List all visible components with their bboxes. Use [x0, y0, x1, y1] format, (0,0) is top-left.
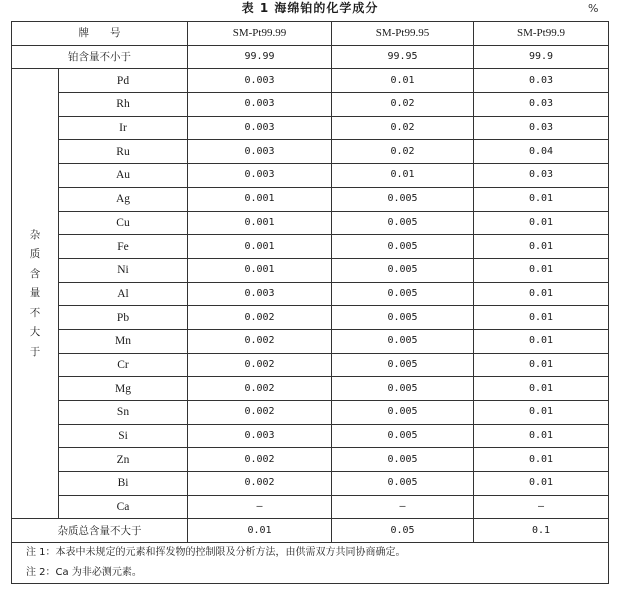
- impurity-value: 0.01: [474, 211, 609, 235]
- impurity-value: 0.001: [188, 235, 332, 259]
- impurity-value: 0.003: [188, 69, 332, 93]
- impurity-row: [12, 377, 609, 401]
- impurity-value: 0.005: [332, 401, 474, 425]
- impurity-value: 0.03: [474, 116, 609, 140]
- header-row: [12, 22, 609, 46]
- impurity-row: [12, 164, 609, 188]
- impurity-value: 0.02: [332, 116, 474, 140]
- impurity-value: 0.01: [474, 235, 609, 259]
- impurity-value: 0.003: [188, 116, 332, 140]
- impurity-value: —: [188, 495, 332, 519]
- impurity-value: 0.001: [188, 211, 332, 235]
- impurity-row: [12, 448, 609, 472]
- impurity-value: 0.04: [474, 140, 609, 164]
- impurity-value: 0.003: [188, 282, 332, 306]
- impurity-value: 0.02: [332, 93, 474, 117]
- impurity-value: 0.005: [332, 329, 474, 353]
- impurity-row: [12, 187, 609, 211]
- impurity-value: 0.01: [474, 282, 609, 306]
- element-name: Mn: [59, 329, 188, 353]
- grade-header: SM-Pt99.9: [474, 22, 609, 46]
- impurity-value: 0.002: [188, 448, 332, 472]
- impurity-row: [12, 69, 609, 93]
- impurity-value: 0.005: [332, 306, 474, 330]
- element-name: Al: [59, 282, 188, 306]
- impurity-value: 0.001: [188, 258, 332, 282]
- element-name: Mg: [59, 377, 188, 401]
- element-name: Sn: [59, 401, 188, 425]
- element-name: Ir: [59, 116, 188, 140]
- impurity-value: 0.01: [474, 472, 609, 496]
- impurity-row: [12, 211, 609, 235]
- impurity-value: 0.01: [332, 69, 474, 93]
- element-name: Pb: [59, 306, 188, 330]
- impurity-row: [12, 353, 609, 377]
- element-name: Rh: [59, 93, 188, 117]
- impurity-group-label-cell: [12, 69, 59, 519]
- impurity-row: [12, 401, 609, 425]
- total-impurity-value: 0.01: [188, 519, 332, 543]
- impurity-value: 0.005: [332, 377, 474, 401]
- impurity-row: [12, 472, 609, 496]
- impurity-row: [12, 282, 609, 306]
- pt-content-value: 99.99: [188, 45, 332, 69]
- element-name: Ni: [59, 258, 188, 282]
- impurity-value: 0.001: [188, 187, 332, 211]
- impurity-value: 0.03: [474, 69, 609, 93]
- element-name: Au: [59, 164, 188, 188]
- note-text: 注 1：本表中未规定的元素和挥发物的控制限及分析方法，由供需双方共同协商确定。: [12, 543, 609, 564]
- element-name: Ca: [59, 495, 188, 519]
- impurity-value: 0.005: [332, 424, 474, 448]
- impurity-value: 0.005: [332, 211, 474, 235]
- note-row: [12, 563, 609, 584]
- total-impurity-row: [12, 519, 609, 543]
- impurity-value: 0.002: [188, 329, 332, 353]
- impurity-value: 0.01: [474, 306, 609, 330]
- impurity-value: —: [474, 495, 609, 519]
- element-name: Si: [59, 424, 188, 448]
- element-name: Ru: [59, 140, 188, 164]
- total-impurity-value: 0.05: [332, 519, 474, 543]
- impurity-value: 0.01: [474, 353, 609, 377]
- element-name: Zn: [59, 448, 188, 472]
- impurity-value: 0.005: [332, 448, 474, 472]
- impurity-value: 0.01: [474, 424, 609, 448]
- impurity-row: [12, 93, 609, 117]
- impurity-row: [12, 329, 609, 353]
- element-name: Cr: [59, 353, 188, 377]
- impurity-row: [12, 116, 609, 140]
- impurity-value: 0.005: [332, 258, 474, 282]
- grade-header: SM-Pt99.99: [188, 22, 332, 46]
- impurity-value: 0.02: [332, 140, 474, 164]
- impurity-value: 0.005: [332, 235, 474, 259]
- impurity-row: [12, 495, 609, 519]
- impurity-value: 0.005: [332, 187, 474, 211]
- impurity-value: —: [332, 495, 474, 519]
- impurity-row: [12, 424, 609, 448]
- impurity-group-label: 杂质含量不大于: [29, 228, 41, 358]
- impurity-value: 0.005: [332, 353, 474, 377]
- impurity-row: [12, 235, 609, 259]
- impurity-row: [12, 306, 609, 330]
- element-name: Pd: [59, 69, 188, 93]
- note-text: 注 2：Ca 为非必测元素。: [12, 563, 609, 584]
- element-name: Ag: [59, 187, 188, 211]
- total-impurity-label: 杂质总含量不大于: [12, 519, 188, 543]
- impurity-value: 0.03: [474, 93, 609, 117]
- impurity-value: 0.003: [188, 140, 332, 164]
- pt-content-label: 铂含量不小于: [12, 45, 188, 69]
- impurity-value: 0.002: [188, 353, 332, 377]
- impurity-value: 0.002: [188, 306, 332, 330]
- pt-content-value: 99.9: [474, 45, 609, 69]
- element-name: Cu: [59, 211, 188, 235]
- chemical-composition-table: [11, 21, 609, 584]
- impurity-value: 0.005: [332, 472, 474, 496]
- unit-label: %: [588, 2, 599, 15]
- impurity-value: 0.01: [474, 401, 609, 425]
- impurity-value: 0.01: [332, 164, 474, 188]
- impurity-value: 0.002: [188, 401, 332, 425]
- pt-content-row: [12, 45, 609, 69]
- impurity-row: [12, 258, 609, 282]
- impurity-value: 0.002: [188, 377, 332, 401]
- impurity-value: 0.01: [474, 448, 609, 472]
- grade-header-label: 牌 号: [12, 22, 188, 46]
- element-name: Bi: [59, 472, 188, 496]
- pt-content-value: 99.95: [332, 45, 474, 69]
- impurity-value: 0.003: [188, 93, 332, 117]
- impurity-value: 0.005: [332, 282, 474, 306]
- impurity-value: 0.03: [474, 164, 609, 188]
- impurity-value: 0.01: [474, 258, 609, 282]
- total-impurity-value: 0.1: [474, 519, 609, 543]
- element-name: Fe: [59, 235, 188, 259]
- impurity-value: 0.003: [188, 164, 332, 188]
- note-row: [12, 543, 609, 564]
- grade-header: SM-Pt99.95: [332, 22, 474, 46]
- impurity-value: 0.002: [188, 472, 332, 496]
- table-title: 表 1 海绵铂的化学成分: [241, 1, 379, 15]
- impurity-value: 0.01: [474, 377, 609, 401]
- impurity-value: 0.01: [474, 187, 609, 211]
- impurity-value: 0.003: [188, 424, 332, 448]
- impurity-row: [12, 140, 609, 164]
- impurity-value: 0.01: [474, 329, 609, 353]
